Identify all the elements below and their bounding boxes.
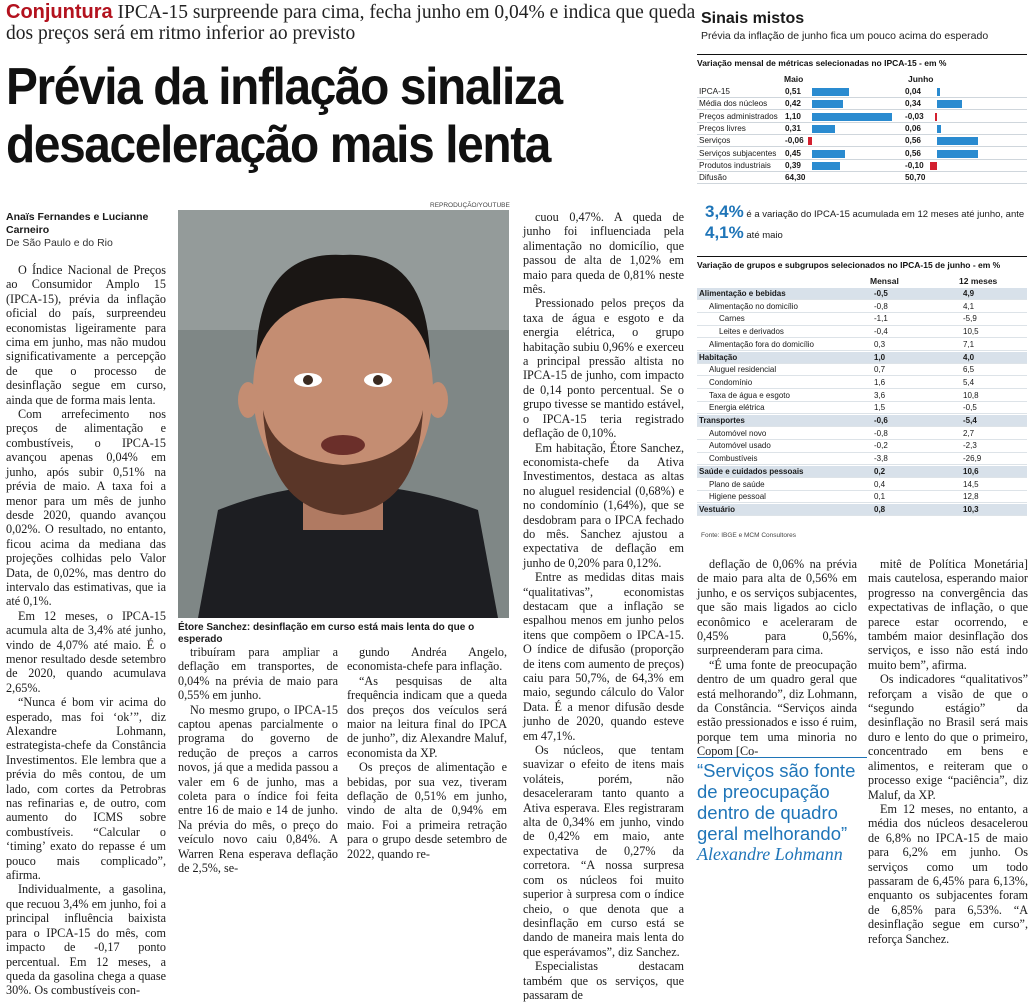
- metric-label: IPCA-15: [699, 87, 730, 96]
- metric-june-value: -0,03: [905, 111, 924, 121]
- group-12m-value: -0,5: [963, 403, 977, 413]
- article-paragraph: deflação de 0,06% na prévia de maio para alta de 0,56% em junho, e os serviços subjacentes, que são mais ligados ao ciclo econômico e aceleraram de 0,45% para 0,56%, surpreenderam para cima.: [697, 557, 857, 658]
- article-paragraph: gundo Andréa Angelo, economista-chefe para inflação.: [347, 645, 507, 674]
- group-monthly-value: -0,8: [874, 428, 888, 438]
- group-monthly-value: 0,2: [874, 466, 886, 476]
- metric-june-bar: [935, 113, 937, 121]
- group-label: Habitação: [699, 352, 738, 362]
- metric-may-bar: [812, 125, 835, 133]
- metric-june-value: 0,34: [905, 99, 921, 109]
- group-12m-value: -26,9: [963, 454, 982, 464]
- metric-row: [697, 111, 1027, 123]
- group-label: Leites e derivados: [719, 327, 784, 337]
- article-paragraph: Especialistas destacam também que os serviços, que passaram de: [523, 959, 684, 1002]
- group-monthly-value: -0,5: [874, 289, 888, 298]
- group-monthly-value: -1,1: [874, 314, 888, 324]
- pull-quote-text: “Serviços são fonte de preocupação dentro de quadro geral melhorando”: [697, 760, 856, 844]
- group-monthly-value: 0,3: [874, 339, 886, 349]
- article-column-2: [178, 645, 338, 876]
- metric-label: Serviços subjacentes: [699, 148, 777, 158]
- group-12m-value: 2,7: [963, 428, 975, 438]
- group-12m-value: 4,1: [963, 301, 975, 311]
- group-12m-value: -5,9: [963, 314, 977, 324]
- article-paragraph: Os núcleos, que tentam suavizar o efeito de itens mais voláteis, porém, não desaceleraram tanto quanto a Ativa esperava. Eles registraram alta de 0,34% em junho, vindo de 0,42% em maio, ante expectativa de 0,27% da corretora. “A nossa surpresa com os núcleos foi muito superior à surpresa com o índice cheio, o que denota que a desinflação em curso está se dando de maneira mais lenta do que esperávamos”, diz Sanchez.: [523, 743, 684, 959]
- group-row: [697, 415, 1027, 427]
- metric-may-value: 0,42: [785, 99, 801, 109]
- metric-label: Serviços: [699, 136, 731, 146]
- photo-caption: Étore Sanchez: desinflação em curso está mais lenta do que o esperado: [178, 622, 475, 645]
- group-label: Alimentação fora do domicílio: [709, 339, 814, 349]
- article-paragraph: Os preços de alimentação e bebidas, por sua vez, tiveram deflação de 0,51% em junho, vindo de alta de 0,94% em maio. Foi a primeira retração para o grupo desde setembro de 2022, quando re-: [347, 760, 507, 861]
- article-paragraph: “As pesquisas de alta frequência indicam que a queda dos preços dos veículos será maior na leitura final do IPCA de junho”, diz Alexandre Maluf, economista da XP.: [347, 673, 507, 760]
- metric-may-bar: [812, 100, 843, 108]
- group-label: Automóvel novo: [709, 428, 767, 438]
- group-monthly-value: 1,0: [874, 352, 886, 362]
- stat-12m-may-value: 4,1%: [705, 223, 744, 242]
- metric-may-value: 1,10: [785, 111, 801, 121]
- group-12m-value: 5,4: [963, 377, 975, 387]
- metric-row: [697, 123, 1027, 135]
- group-label: Condomínio: [709, 377, 753, 387]
- group-label: Vestuário: [699, 504, 736, 514]
- byline-names: Anaïs Fernandes e Lucianne Carneiro: [6, 211, 149, 236]
- group-monthly-value: 1,6: [874, 377, 886, 387]
- sidebar-subtitle: Prévia da inflação de junho fica um pouco acima do esperado: [701, 30, 989, 42]
- headline-line-2: desaceleração mais lenta: [6, 116, 550, 174]
- group-monthly-value: -0,2: [874, 441, 888, 451]
- stat-12m-june: [705, 202, 1024, 222]
- metric-june-bar: [937, 150, 978, 158]
- metric-label: Preços livres: [699, 123, 746, 133]
- group-monthly-value: 1,5: [874, 403, 886, 413]
- metric-label: Produtos industriais: [699, 160, 771, 170]
- metric-june-value: 0,04: [905, 87, 921, 96]
- group-row: [697, 402, 1027, 414]
- article-paragraph: Entre as medidas ditas mais “qualitativas”, economistas destacam que a inflação se espalhou menos em junho pelos itens que compõem o IPCA-15. O índice de difusão (proporção de itens com aumento de preços) caiu para 50,7%, de 64,3% em maio, segundo cálculo do Valor Data. É a menor difusão desde junho de 2020, quando esteve em 47,1%.: [523, 570, 684, 743]
- metric-june-bar: [930, 162, 937, 170]
- group-12m-value: 10,5: [963, 327, 979, 337]
- groups-table-title: Variação de grupos e subgrupos selecionados no IPCA-15 de junho - em %: [697, 256, 1027, 270]
- metric-may-bar: [812, 162, 840, 170]
- metric-may-value: 0,45: [785, 148, 801, 158]
- sidebar-source: Fonte: IBGE e MCM Consultores: [701, 532, 797, 539]
- group-label: Taxa de água e esgoto: [709, 390, 790, 400]
- article-column-3: [347, 645, 507, 861]
- article-paragraph: Pressionado pelos preços da taxa de água e esgoto e da energia elétrica, o grupo habitação subiu 0,96% e exerceu a principal pressão altista no IPCA-15 de junho, com impacto de 0,14 ponto percentual. Se o grupo tivesse se mantido estável, o IPCA-15 teria registrado deflação de 0,10%.: [523, 296, 684, 441]
- group-12m-value: 4,0: [963, 352, 975, 362]
- group-row: [697, 301, 1027, 313]
- metric-row: [697, 135, 1027, 147]
- group-row: [697, 466, 1027, 478]
- group-monthly-value: 3,6: [874, 390, 886, 400]
- portrait-photo: [178, 210, 509, 618]
- metric-may-bar: [808, 137, 812, 145]
- group-label: Plano de saúde: [709, 479, 765, 489]
- stat-12m-may: [705, 223, 783, 243]
- article-paragraph: cuou 0,47%. A queda de junho foi influenciada pela alimentação no domicílio, que passou de alta de 1,02% em maio para queda de 0,81% neste mês.: [523, 210, 684, 297]
- article-paragraph: O Índice Nacional de Preços ao Consumidor Amplo 15 (IPCA-15), prévia da inflação oficial do país, surpreendeu economistas ligeiramente para cima em junho, mas não mudou significativamente a percepção de que o processo de desinflação segue em curso, ainda que de forma mais lenta.: [6, 263, 166, 407]
- metric-june-value: 0,56: [905, 136, 921, 146]
- group-monthly-value: 0,1: [874, 492, 886, 502]
- group-row: [697, 504, 1027, 516]
- metric-row: [697, 160, 1027, 172]
- metric-label: Média dos núcleos: [699, 99, 768, 109]
- group-12m-value: 6,5: [963, 365, 975, 375]
- article-column-4: [523, 210, 684, 1002]
- metric-row: [697, 172, 1027, 184]
- article-paragraph: Em 12 meses, no entanto, a média dos núcleos desacelerou de 6,8% no IPCA-15 de maio para 6,2% em junho. Os serviços como um todo passaram de 6,45% para 6,13%, enquanto os subjacentes foram de 6,85% para 6,53%. “A desinflação segue em curso”, reforça Sanchez.: [868, 801, 1028, 946]
- group-12m-value: 4,9: [963, 289, 975, 298]
- group-12m-value: 10,6: [963, 466, 979, 476]
- metric-may-value: 0,31: [785, 123, 801, 133]
- kicker-text: IPCA-15 surpreende para cima, fecha junho em 0,04% e indica que queda dos preços será em ritmo inferior ao previsto: [6, 2, 696, 44]
- article-paragraph: “É uma fonte de preocupação dentro de um quadro geral que está melhorando”, diz Lohmann, da Constância. “Serviços ainda estão pressionados e isso é ruim, porque tem uma minoria no Copom [Co-: [697, 657, 857, 759]
- group-monthly-value: -0,6: [874, 416, 888, 425]
- group-row: [697, 479, 1027, 491]
- metric-june-value: 50,70: [905, 173, 926, 183]
- article-paragraph: Os indicadores “qualitativos” reforçam a visão de que o “segundo estágio” da desinflação no Brasil será mais duro e lento do que o primeiro, concentrado em bens e alimentos, e reiteram que o processo exige “paciência”, diz Maluf, da XP.: [868, 672, 1028, 802]
- metric-row: [697, 86, 1027, 98]
- pull-quote: [697, 760, 867, 865]
- group-label: Aluguel residencial: [709, 365, 777, 375]
- photo-credit: REPRODUÇÃO/YOUTUBE: [430, 202, 510, 209]
- group-row: [697, 377, 1027, 389]
- article-paragraph: mitê de Política Monetária] mais cautelosa, esperando maior progresso na convergência das expectativas de inflação, o que parece estar ocorrendo, e também maior desinflação dos serviços, e isso não está indo muito bem”, afirma.: [868, 557, 1028, 672]
- article-paragraph: “Nunca é bom vir acima do esperado, mas foi ‘ok’”, diz Alexandre Lohmann, estrategista-chefe da Constância Investimentos. Ele lembra que a prévia do mês contou, de um lado, com cortes da Petrobras nas refinarias e, de outro, com aumento do ICMS sobre combustíveis. “Calcular o ‘timing’ exato do repasse é um pouco mais complicado”, afirma.: [6, 695, 166, 883]
- metric-june-bar: [937, 125, 941, 133]
- sidebar-infographic: [697, 0, 1036, 545]
- group-row: [697, 390, 1027, 402]
- group-monthly-value: -0,4: [874, 327, 888, 337]
- group-label: Combustíveis: [709, 454, 758, 464]
- kicker-tag: Conjuntura: [6, 1, 113, 23]
- metric-may-bar: [812, 113, 892, 121]
- metric-june-value: 0,56: [905, 148, 921, 158]
- group-monthly-value: 0,7: [874, 365, 886, 375]
- group-monthly-value: -0,8: [874, 301, 888, 311]
- groups-header-monthly: Mensal: [870, 276, 899, 286]
- group-row: [697, 491, 1027, 503]
- group-12m-value: -2,3: [963, 441, 977, 451]
- group-label: Carnes: [719, 314, 745, 324]
- headline: [6, 58, 641, 174]
- pull-quote-author: Alexandre Lohmann: [697, 844, 843, 864]
- metric-row: [697, 98, 1027, 110]
- group-12m-value: 7,1: [963, 339, 975, 349]
- metric-label: Preços administrados: [699, 111, 778, 121]
- stat-12m-june-value: 3,4%: [705, 202, 744, 221]
- group-row: [697, 428, 1027, 440]
- metric-june-bar: [937, 100, 962, 108]
- group-label: Saúde e cuidados pessoais: [699, 466, 804, 476]
- article-paragraph: No mesmo grupo, o IPCA-15 captou apenas parcialmente o programa do governo de redução de preços a carros novos, já que a medida passou a valer em 6 de junho, mas a coleta para o índice foi feita entre 16 de maio e 14 de junho. Na prévia do mês, o preço do veículo novo caiu 0,84%. A Warren Rena esperava deflação de 2,5%, se-: [178, 702, 338, 876]
- metric-june-value: 0,06: [905, 123, 921, 133]
- group-12m-value: 10,8: [963, 390, 979, 400]
- group-row: [697, 453, 1027, 465]
- group-label: Higiene pessoal: [709, 492, 766, 502]
- article-paragraph: Em 12 meses, o IPCA-15 acumula alta de 3,4% até junho, vindo de 4,07% até maio. É o menor resultado desde setembro de 2020, quando acumulava 2,65%.: [6, 608, 166, 695]
- sidebar-title: Sinais mistos: [701, 10, 805, 27]
- metric-may-bar: [812, 88, 849, 96]
- metric-june-value: -0,10: [905, 160, 924, 170]
- metric-may-value: 0,51: [785, 87, 801, 96]
- group-monthly-value: 0,4: [874, 479, 886, 489]
- metric-row: [697, 148, 1027, 160]
- portrait-illustration: [178, 210, 509, 618]
- group-row: [697, 352, 1027, 364]
- metric-may-value: 64,30: [785, 173, 806, 183]
- headline-line-1: Prévia da inflação sinaliza: [6, 58, 562, 116]
- group-12m-value: 14,5: [963, 479, 979, 489]
- byline-place: De São Paulo e do Rio: [6, 237, 113, 249]
- group-row: [697, 440, 1027, 452]
- metric-may-bar: [812, 150, 845, 158]
- group-label: Automóvel usado: [709, 441, 771, 451]
- metrics-table-title: Variação mensal de métricas selecionadas no IPCA-15 - em %: [697, 54, 1027, 68]
- metrics-header-june: Junho: [908, 74, 934, 84]
- article-column-6: [868, 557, 1028, 946]
- group-monthly-value: -3,8: [874, 454, 888, 464]
- metric-june-bar: [937, 88, 940, 96]
- group-label: Transportes: [699, 416, 745, 425]
- byline: [6, 211, 166, 250]
- group-row: [697, 339, 1027, 351]
- metric-may-value: -0,06: [785, 136, 804, 146]
- group-row: [697, 313, 1027, 325]
- article-paragraph: Individualmente, a gasolina, que recuou 3,4% em junho, foi a principal influência baixista para o IPCA-15 do mês, com impacto de -0,17 ponto percentual. Em 12 meses, a queda da gasolina chega a quase 30%. Os combustíveis con-: [6, 882, 166, 998]
- group-row: [697, 364, 1027, 376]
- group-12m-value: -5,4: [963, 416, 977, 425]
- group-row: [697, 326, 1027, 338]
- group-12m-value: 10,3: [963, 504, 979, 514]
- article-column-5: [697, 557, 857, 759]
- group-label: Alimentação no domicílio: [709, 301, 798, 311]
- stat-12m-june-text: é a variação do IPCA-15 acumulada em 12 meses até junho, ante: [746, 209, 1025, 220]
- metric-may-value: 0,39: [785, 160, 801, 170]
- article-column-1: [6, 263, 166, 998]
- group-label: Alimentação e bebidas: [699, 289, 786, 298]
- stat-12m-may-text: até maio: [746, 230, 783, 241]
- metrics-header-may: Maio: [784, 74, 804, 84]
- kicker: [6, 2, 696, 44]
- groups-header-12m: 12 meses: [959, 276, 998, 286]
- metric-june-bar: [937, 137, 978, 145]
- article-paragraph: Em habitação, Étore Sanchez, economista-chefe da Ativa Investimentos, destaca as altas no aluguel residencial (0,68%) e no condomínio (1,64%), que se desdobram para o IPCA fechado do mês. Sanchez ajustou a expectativa de deflação em junho de 0,20% para 0,12%.: [523, 440, 684, 570]
- group-monthly-value: 0,8: [874, 504, 886, 514]
- group-label: Energia elétrica: [709, 403, 765, 413]
- article-paragraph: tribuíram para ampliar a deflação em transportes, de 0,04% na prévia de maio para 0,55% em junho.: [178, 645, 338, 703]
- metric-label: Difusão: [699, 173, 727, 183]
- quote-rule: [697, 757, 867, 758]
- group-12m-value: 12,8: [963, 492, 979, 502]
- article-paragraph: Com arrefecimento nos preços de alimentação e combustíveis, o IPCA-15 avançou apenas 0,04% em junho, após subir 0,51% na prévia de maio. A taxa foi a menor para um mês de junho desde 2020, quando avançou 0,02%. O resultado, no entanto, ficou acima da mediana das projeções colhidas pelo Valor Data, de 0,02%, mas dentro do intervalo das estimativas, que ia até 0,1%.: [6, 407, 166, 609]
- group-row: [697, 288, 1027, 300]
